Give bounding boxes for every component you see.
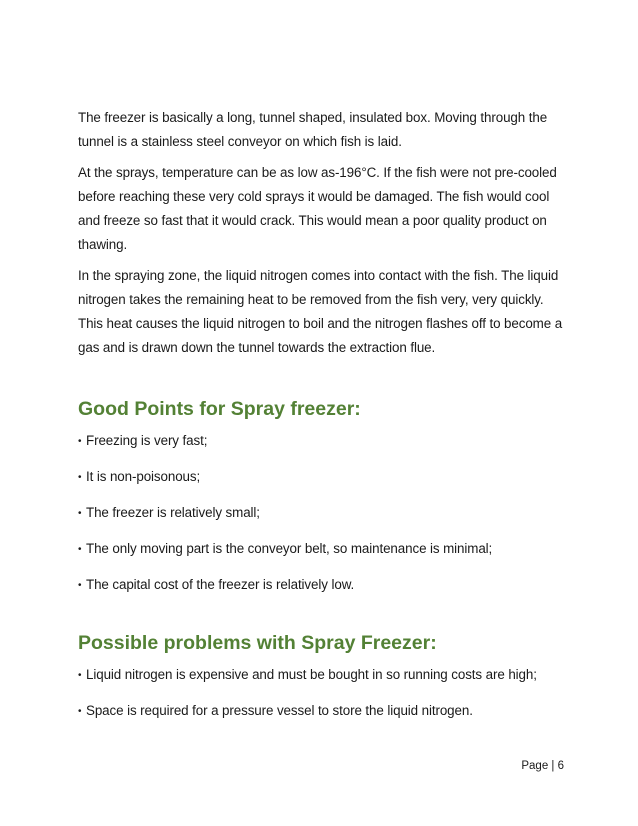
list-item <box>78 504 568 523</box>
bullet-icon: • <box>78 472 82 483</box>
bullet-icon: • <box>78 544 82 555</box>
problems-list <box>78 666 568 721</box>
problems-heading: Possible problems with Spray Freezer: <box>78 632 437 654</box>
bullet-icon: • <box>78 508 82 519</box>
page-content <box>78 106 568 721</box>
list-item <box>78 432 568 451</box>
list-item <box>78 540 568 559</box>
page-number: Page | 6 <box>521 760 564 772</box>
bullet-icon: • <box>78 706 82 717</box>
list-item-text: The only moving part is the conveyor belt, so maintenance is minimal; <box>86 541 493 556</box>
intro-paragraph-2: At the sprays, temperature can be as low as-196°C. If the fish were not pre-cooled before reaching these very cold sprays it would be damaged. The fish would cool and freeze so fast that it would crack. This would mean a poor quality product on thawing. <box>78 165 557 252</box>
list-item <box>78 702 568 721</box>
list-item <box>78 666 568 685</box>
list-item-text: The freezer is relatively small; <box>86 505 260 520</box>
list-item-text: Liquid nitrogen is expensive and must be bought in so running costs are high; <box>86 667 537 682</box>
bullet-icon: • <box>78 580 82 591</box>
list-item-text: Space is required for a pressure vessel to store the liquid nitrogen. <box>86 703 473 718</box>
good-points-heading: Good Points for Spray freezer: <box>78 398 361 420</box>
list-item <box>78 576 568 595</box>
intro-paragraph-1: The freezer is basically a long, tunnel shaped, insulated box. Moving through the tunnel is a stainless steel conveyor on which fish is laid. <box>78 110 548 149</box>
list-item-text: It is non-poisonous; <box>86 469 201 484</box>
list-item-text: Freezing is very fast; <box>86 433 208 448</box>
list-item-text: The capital cost of the freezer is relatively low. <box>86 577 355 592</box>
bullet-icon: • <box>78 670 82 681</box>
bullet-icon: • <box>78 436 82 447</box>
good-points-list <box>78 432 568 595</box>
list-item <box>78 468 568 487</box>
intro-paragraph-3: In the spraying zone, the liquid nitrogen comes into contact with the fish. The liquid nitrogen takes the remaining heat to be removed from the fish very, very quickly. This heat causes the liquid nitrogen to boil and the nitrogen flashes off to become a gas and is drawn down the tunnel towards the extraction flue. <box>78 268 563 355</box>
